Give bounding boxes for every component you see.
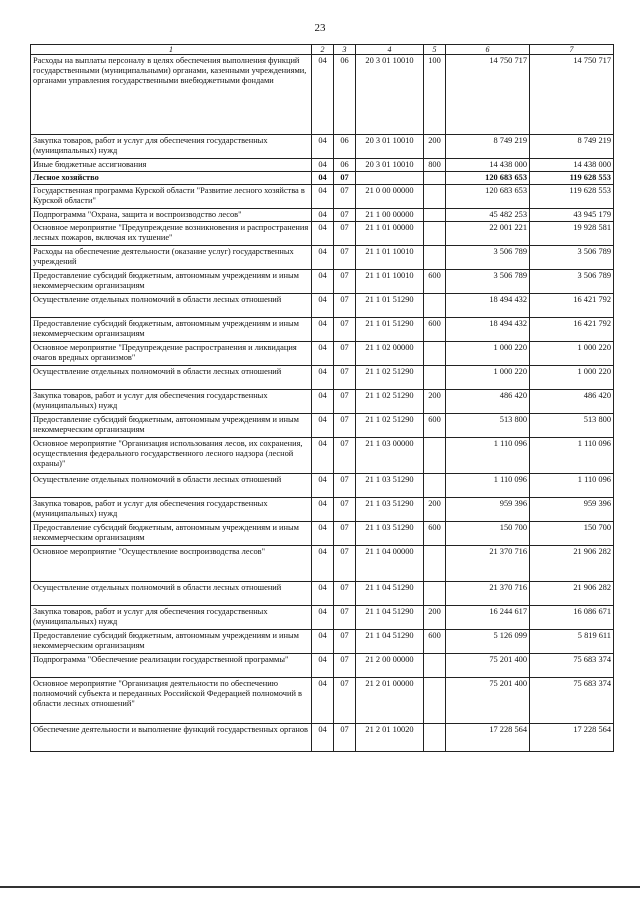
row-name: Обеспечение деятельности и выполнение функций государственных органов [31,724,312,752]
row-value-next: 150 700 [530,522,614,546]
row-value-current: 18 494 432 [446,294,530,318]
row-rz: 04 [312,546,334,582]
row-pr: 07 [334,724,356,752]
row-csr [356,172,424,185]
row-value-next: 3 506 789 [530,246,614,270]
row-vr: 800 [424,159,446,172]
row-value-next: 1 000 220 [530,342,614,366]
table-row [31,438,614,474]
row-rz: 04 [312,522,334,546]
row-pr: 07 [334,654,356,678]
row-pr: 07 [334,209,356,222]
row-csr: 21 1 00 00000 [356,209,424,222]
row-value-next: 8 749 219 [530,135,614,159]
table-row [31,294,614,318]
row-rz: 04 [312,159,334,172]
row-vr [424,342,446,366]
row-csr: 21 1 02 51290 [356,414,424,438]
row-value-next: 1 110 096 [530,474,614,498]
row-pr: 07 [334,414,356,438]
row-csr: 21 1 03 51290 [356,498,424,522]
row-rz: 04 [312,582,334,606]
bottom-rule [0,886,640,888]
row-value-current: 8 749 219 [446,135,530,159]
row-value-next: 5 819 611 [530,630,614,654]
table-row [31,582,614,606]
row-vr: 200 [424,498,446,522]
row-value-next: 16 421 792 [530,318,614,342]
table-row [31,366,614,390]
row-csr: 21 1 01 51290 [356,318,424,342]
row-rz: 04 [312,318,334,342]
row-csr: 21 1 03 51290 [356,522,424,546]
row-pr: 07 [334,522,356,546]
row-value-current: 21 370 716 [446,546,530,582]
row-csr: 21 1 01 51290 [356,294,424,318]
row-value-next: 3 506 789 [530,270,614,294]
row-value-current: 1 110 096 [446,474,530,498]
row-value-next: 17 228 564 [530,724,614,752]
row-value-current: 486 420 [446,390,530,414]
row-csr: 20 3 01 10010 [356,159,424,172]
row-value-current: 120 683 653 [446,172,530,185]
table-row [31,222,614,246]
header-col-5: 5 [424,45,446,55]
row-rz: 04 [312,724,334,752]
row-rz: 04 [312,135,334,159]
table-row [31,390,614,414]
row-rz: 04 [312,222,334,246]
row-vr [424,172,446,185]
row-pr: 07 [334,270,356,294]
row-pr: 07 [334,678,356,724]
row-name: Основное мероприятие "Предупреждение возникновения и распространения лесных пожаров, включая их тушение" [31,222,312,246]
row-rz: 04 [312,172,334,185]
row-vr [424,724,446,752]
row-csr: 21 1 04 00000 [356,546,424,582]
row-name: Лесное хозяйство [31,172,312,185]
table-body [31,55,614,752]
row-value-current: 120 683 653 [446,185,530,209]
row-value-next: 1 000 220 [530,366,614,390]
table-row [31,606,614,630]
row-vr [424,678,446,724]
row-value-next: 21 906 282 [530,582,614,606]
row-value-next: 75 683 374 [530,654,614,678]
table-row [31,172,614,185]
row-pr: 06 [334,159,356,172]
row-value-next: 75 683 374 [530,678,614,724]
row-csr: 20 3 01 10010 [356,135,424,159]
row-value-current: 150 700 [446,522,530,546]
row-vr: 200 [424,390,446,414]
row-value-next: 959 396 [530,498,614,522]
row-rz: 04 [312,390,334,414]
row-name: Расходы на обеспечение деятельности (оказание услуг) государственных учреждений [31,246,312,270]
row-vr [424,185,446,209]
row-value-current: 3 506 789 [446,246,530,270]
row-rz: 04 [312,438,334,474]
row-pr: 07 [334,294,356,318]
row-value-current: 75 201 400 [446,654,530,678]
row-csr: 21 1 02 51290 [356,366,424,390]
row-csr: 21 1 03 00000 [356,438,424,474]
table-row [31,55,614,135]
row-name: Основное мероприятие "Организация деятельности по обеспечению полномочий субъекта и переданных Российской Федерацией полномочий в области лесных отношений" [31,678,312,724]
row-csr: 21 1 01 10010 [356,246,424,270]
row-value-next: 21 906 282 [530,546,614,582]
row-pr: 07 [334,318,356,342]
row-rz: 04 [312,342,334,366]
row-value-current: 3 506 789 [446,270,530,294]
table-row [31,270,614,294]
row-value-current: 16 244 617 [446,606,530,630]
row-rz: 04 [312,654,334,678]
row-vr: 600 [424,270,446,294]
row-name: Осуществление отдельных полномочий в области лесных отношений [31,474,312,498]
row-value-next: 19 928 581 [530,222,614,246]
table-row [31,209,614,222]
row-rz: 04 [312,185,334,209]
row-vr [424,246,446,270]
row-pr: 07 [334,498,356,522]
row-value-current: 5 126 099 [446,630,530,654]
row-name: Основное мероприятие "Организация использования лесов, их сохранения, осуществления федерального государственного лесного надзора (лесной охраны)" [31,438,312,474]
row-rz: 04 [312,414,334,438]
row-pr: 07 [334,366,356,390]
row-vr: 600 [424,630,446,654]
row-pr: 07 [334,582,356,606]
row-value-next: 119 628 553 [530,185,614,209]
table-row [31,546,614,582]
page-number: 23 [314,22,326,34]
row-name: Осуществление отдельных полномочий в области лесных отношений [31,366,312,390]
row-vr [424,474,446,498]
header-col-6: 6 [446,45,530,55]
row-name: Подпрограмма "Охрана, защита и воспроизводство лесов" [31,209,312,222]
table-row [31,654,614,678]
header-row [31,45,614,55]
budget-table [30,44,614,752]
row-value-current: 75 201 400 [446,678,530,724]
row-value-current: 14 750 717 [446,55,530,135]
row-name: Закупка товаров, работ и услуг для обеспечения государственных (муниципальных) нужд [31,135,312,159]
row-csr: 21 0 00 00000 [356,185,424,209]
row-name: Предоставление субсидий бюджетным, автономным учреждениям и иным некоммерческим организациям [31,522,312,546]
row-name: Государственная программа Курской области "Развитие лесного хозяйства в Курской области" [31,185,312,209]
row-vr: 600 [424,414,446,438]
row-pr: 06 [334,135,356,159]
row-csr: 21 2 01 00000 [356,678,424,724]
row-pr: 06 [334,55,356,135]
row-pr: 07 [334,185,356,209]
row-name: Осуществление отдельных полномочий в области лесных отношений [31,582,312,606]
row-pr: 07 [334,222,356,246]
row-csr: 21 1 01 00000 [356,222,424,246]
row-csr: 21 1 02 00000 [356,342,424,366]
row-csr: 21 1 01 10010 [356,270,424,294]
table-row [31,724,614,752]
table-row [31,522,614,546]
row-value-next: 16 421 792 [530,294,614,318]
row-rz: 04 [312,630,334,654]
row-pr: 07 [334,342,356,366]
row-vr [424,209,446,222]
row-value-next: 16 086 671 [530,606,614,630]
row-pr: 07 [334,172,356,185]
table-row [31,414,614,438]
row-rz: 04 [312,294,334,318]
row-csr: 21 1 04 51290 [356,606,424,630]
row-pr: 07 [334,546,356,582]
row-vr: 600 [424,522,446,546]
row-vr: 200 [424,135,446,159]
row-name: Расходы на выплаты персоналу в целях обеспечения выполнения функций государственными (муниципальными) органами, казенными учреждениями, органами управления государственными внебюджетными фондами [31,55,312,135]
row-pr: 07 [334,438,356,474]
row-vr: 200 [424,606,446,630]
row-value-next: 43 945 179 [530,209,614,222]
header-col-2: 2 [312,45,334,55]
row-name: Предоставление субсидий бюджетным, автономным учреждениям и иным некоммерческим организациям [31,414,312,438]
row-value-current: 14 438 000 [446,159,530,172]
row-value-next: 513 800 [530,414,614,438]
row-csr: 21 1 03 51290 [356,474,424,498]
row-rz: 04 [312,498,334,522]
table-row [31,246,614,270]
row-rz: 04 [312,55,334,135]
row-value-current: 959 396 [446,498,530,522]
row-pr: 07 [334,606,356,630]
row-name: Закупка товаров, работ и услуг для обеспечения государственных (муниципальных) нужд [31,498,312,522]
table-row [31,342,614,366]
row-vr: 100 [424,55,446,135]
row-csr: 21 1 02 51290 [356,390,424,414]
table-row [31,159,614,172]
row-value-current: 45 482 253 [446,209,530,222]
row-value-next: 14 438 000 [530,159,614,172]
table-row [31,678,614,724]
row-name: Иные бюджетные ассигнования [31,159,312,172]
row-value-current: 513 800 [446,414,530,438]
header-col-3: 3 [334,45,356,55]
row-rz: 04 [312,606,334,630]
table-row [31,630,614,654]
row-csr: 21 2 00 00000 [356,654,424,678]
row-name: Основное мероприятие "Предупреждение распространения и ликвидация очагов вредных организмов" [31,342,312,366]
row-pr: 07 [334,390,356,414]
row-vr [424,294,446,318]
row-vr [424,438,446,474]
header-col-1: 1 [31,45,312,55]
row-rz: 04 [312,246,334,270]
row-name: Закупка товаров, работ и услуг для обеспечения государственных (муниципальных) нужд [31,390,312,414]
row-name: Основное мероприятие "Осуществление воспроизводства лесов" [31,546,312,582]
row-name: Предоставление субсидий бюджетным, автономным учреждениям и иным некоммерческим организациям [31,630,312,654]
row-name: Осуществление отдельных полномочий в области лесных отношений [31,294,312,318]
header-col-4: 4 [356,45,424,55]
row-value-next: 1 110 096 [530,438,614,474]
row-name: Подпрограмма "Обеспечение реализации государственной программы" [31,654,312,678]
row-value-current: 17 228 564 [446,724,530,752]
row-value-current: 1 000 220 [446,342,530,366]
row-name: Предоставление субсидий бюджетным, автономным учреждениям и иным некоммерческим организациям [31,318,312,342]
row-vr: 600 [424,318,446,342]
row-csr: 21 2 01 10020 [356,724,424,752]
header-col-7: 7 [530,45,614,55]
table-row [31,135,614,159]
row-name: Предоставление субсидий бюджетным, автономным учреждениям и иным некоммерческим организациям [31,270,312,294]
row-rz: 04 [312,366,334,390]
row-pr: 07 [334,246,356,270]
row-rz: 04 [312,678,334,724]
row-vr [424,366,446,390]
table-row [31,185,614,209]
row-value-current: 21 370 716 [446,582,530,606]
row-rz: 04 [312,209,334,222]
row-value-next: 119 628 553 [530,172,614,185]
row-vr [424,654,446,678]
row-rz: 04 [312,474,334,498]
row-vr [424,546,446,582]
table-row [31,474,614,498]
row-value-current: 1 110 096 [446,438,530,474]
row-value-current: 18 494 432 [446,318,530,342]
row-csr: 20 3 01 10010 [356,55,424,135]
row-pr: 07 [334,630,356,654]
row-value-current: 1 000 220 [446,366,530,390]
row-rz: 04 [312,270,334,294]
row-value-current: 22 001 221 [446,222,530,246]
row-vr [424,222,446,246]
table-row [31,318,614,342]
row-pr: 07 [334,474,356,498]
table-row [31,498,614,522]
row-name: Закупка товаров, работ и услуг для обеспечения государственных (муниципальных) нужд [31,606,312,630]
row-vr [424,582,446,606]
row-csr: 21 1 04 51290 [356,582,424,606]
row-value-next: 486 420 [530,390,614,414]
row-value-next: 14 750 717 [530,55,614,135]
row-csr: 21 1 04 51290 [356,630,424,654]
